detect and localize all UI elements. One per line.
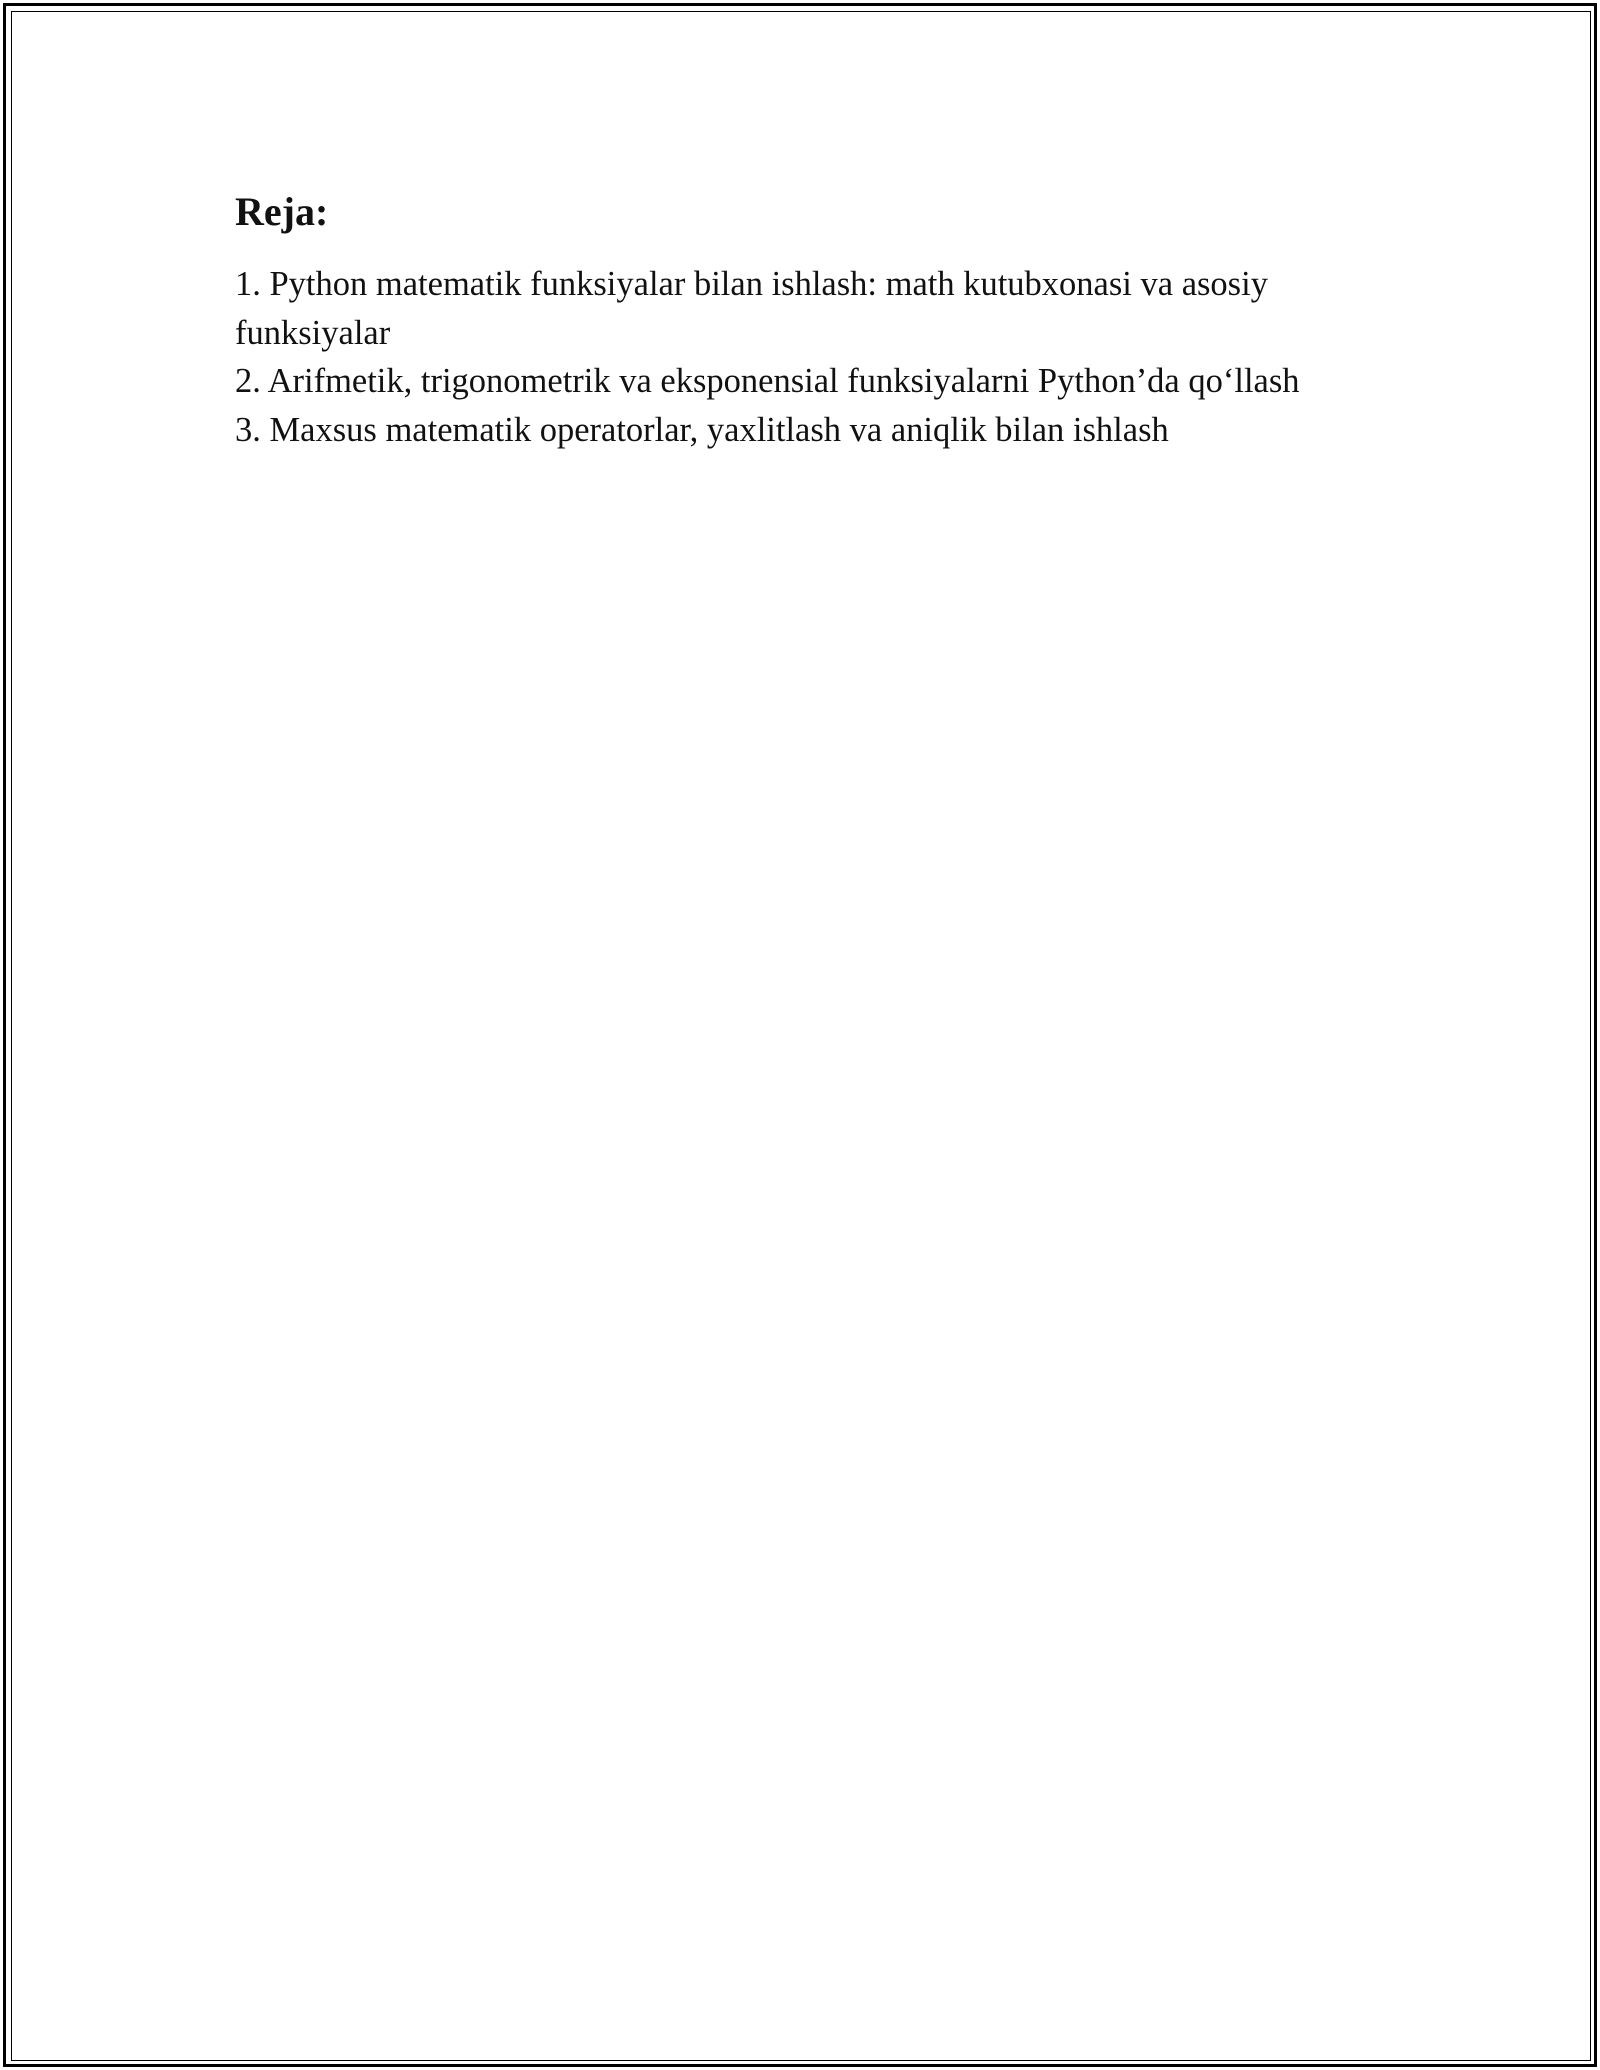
plan-heading: Reja:	[235, 189, 329, 234]
plan-list	[235, 260, 1405, 454]
plan-item-1: 1. Python matematik funksiyalar bilan ishlash: math kutubxonasi va asosiy funksiyalar	[235, 265, 1268, 352]
plan-item-3: 3. Maxsus matematik operatorlar, yaxlitlash va aniqlik bilan ishlash	[235, 410, 1169, 449]
plan-item-2: 2. Arifmetik, trigonometrik va eksponensial funksiyalarni Python’da qo‘llash	[235, 362, 1300, 400]
document-content	[235, 188, 1405, 454]
